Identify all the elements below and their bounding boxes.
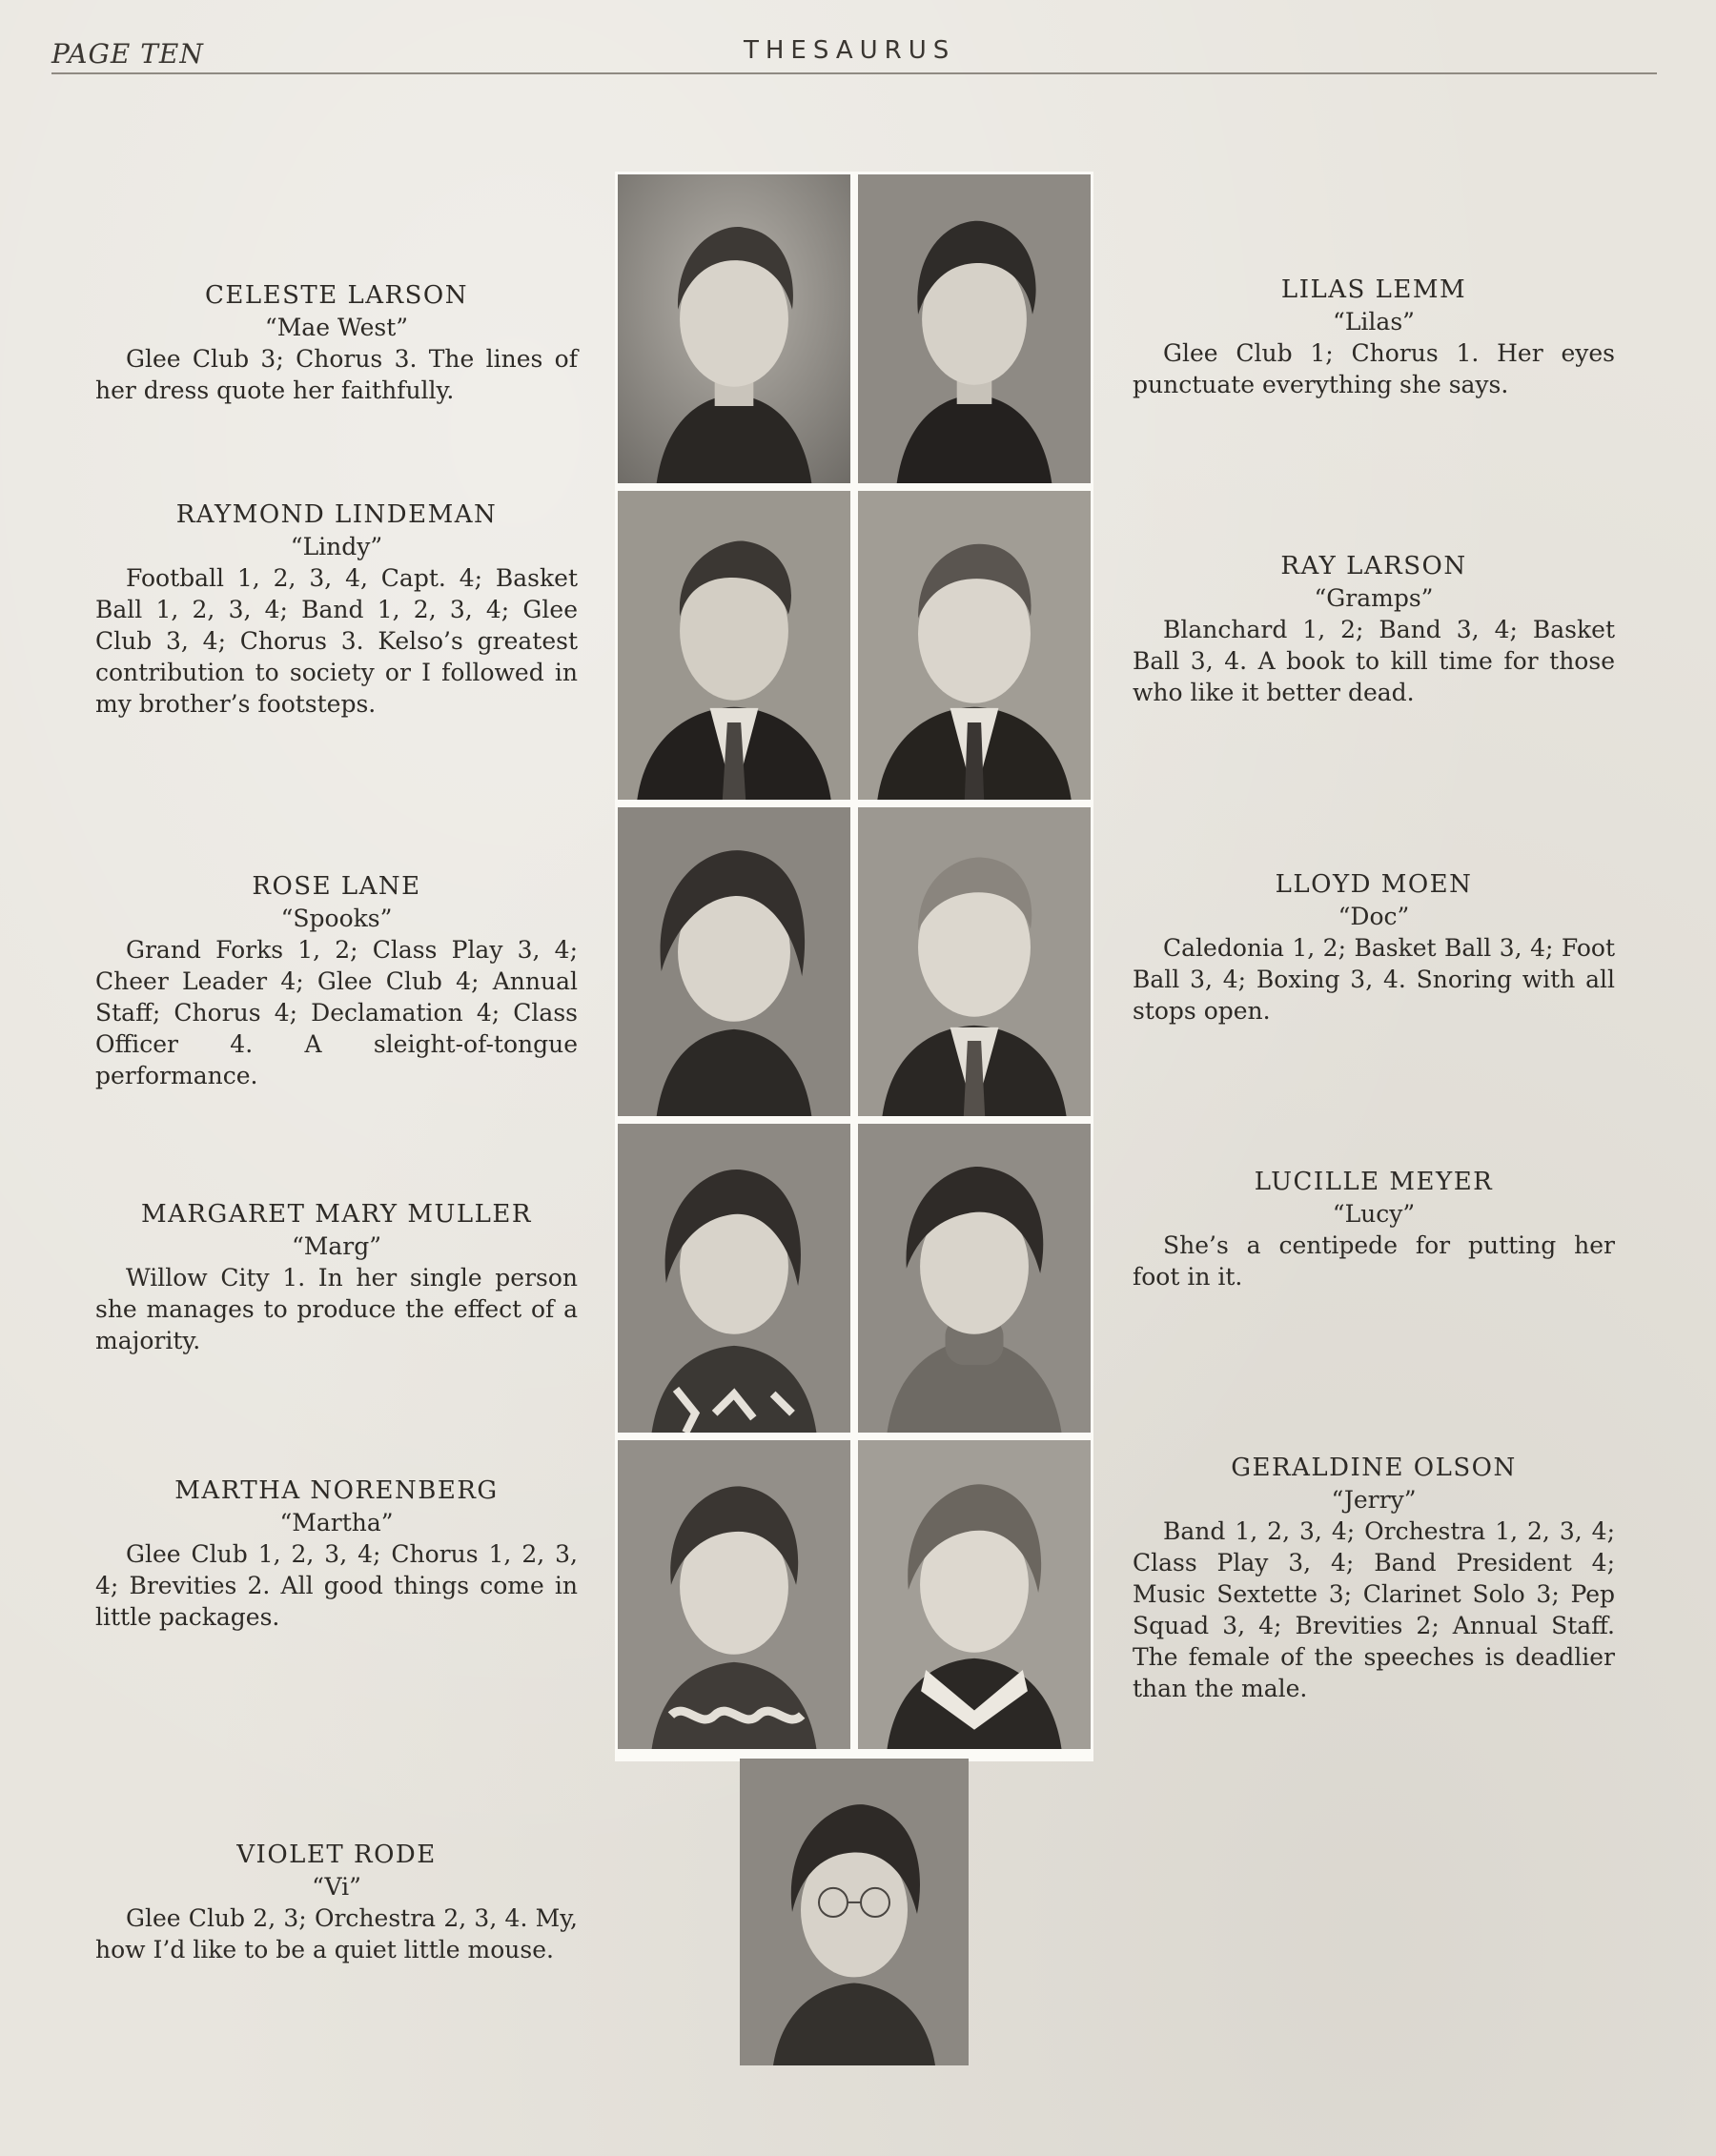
- student-description: Band 1, 2, 3, 4; Orchestra 1, 2, 3, 4; Class Play 3, 4; Band President 4; Music Sextette 3; Clarinet Solo 3; Pep Squad 3, 4; Brevities 2; Annual Staff. The female of the speeches is deadlier than the male.: [1133, 1517, 1615, 1702]
- header-rule: [51, 72, 1657, 74]
- bio-lucille-meyer: [1133, 1167, 1615, 1292]
- student-description: Caledonia 1, 2; Basket Ball 3, 4; Foot Ball 3, 4; Boxing 3, 4. Snoring with all stops open.: [1133, 934, 1615, 1025]
- student-nickname: “Spooks”: [280, 905, 393, 932]
- bio-martha-norenberg: [95, 1475, 578, 1633]
- portrait-photo: [858, 807, 1091, 1116]
- student-name: VIOLET RODE: [236, 1841, 437, 1869]
- student-description: Glee Club 1, 2, 3, 4; Chorus 1, 2, 3, 4; Brevities 2. All good things come in little packages.: [95, 1540, 578, 1631]
- student-name: MARTHA NORENBERG: [174, 1476, 499, 1505]
- student-description: Glee Club 1; Chorus 1. Her eyes punctuate everything she says.: [1133, 339, 1615, 398]
- bio-lilas-lemm: [1133, 275, 1615, 400]
- student-name: LLOYD MOEN: [1275, 870, 1473, 899]
- student-description: Glee Club 2, 3; Orchestra 2, 3, 4. My, how I’d like to be a quiet little mouse.: [95, 1904, 578, 1963]
- student-name: RAY LARSON: [1280, 552, 1467, 580]
- portrait-photo: [618, 174, 850, 483]
- student-nickname: “Martha”: [279, 1509, 394, 1536]
- bio-margaret-mary-muller: [95, 1199, 578, 1356]
- portrait-column: [615, 172, 1093, 1761]
- bio-lloyd-moen: [1133, 869, 1615, 1027]
- bio-geraldine-olson: [1133, 1453, 1615, 1704]
- bio-raymond-lindeman: [95, 499, 578, 720]
- publication-title: THESAURUS: [744, 36, 956, 65]
- student-name: LILAS LEMM: [1280, 275, 1467, 304]
- student-nickname: “Gramps”: [1314, 584, 1434, 612]
- student-name: ROSE LANE: [252, 872, 421, 901]
- student-name: GERALDINE OLSON: [1231, 1454, 1517, 1482]
- portrait-photo: [618, 1124, 850, 1433]
- portrait-photo: [858, 1124, 1091, 1433]
- student-description: Grand Forks 1, 2; Class Play 3, 4; Cheer Leader 4; Glee Club 4; Annual Staff; Chorus 4; Declamation 4; Class Officer 4. A sleight-of-tongue performance.: [95, 936, 578, 1089]
- student-nickname: “Marg”: [291, 1232, 382, 1260]
- student-name: MARGARET MARY MULLER: [141, 1200, 532, 1229]
- student-description: Football 1, 2, 3, 4, Capt. 4; Basket Ball 1, 2, 3, 4; Band 1, 2, 3, 4; Glee Club 3, 4; Chorus 3. Kelso’s greatest contribution to society or I followed in my brother’s footsteps.: [95, 564, 578, 718]
- portrait-photo: [858, 174, 1091, 483]
- portrait-photo: [618, 807, 850, 1116]
- portrait-photo: [618, 1440, 850, 1749]
- student-nickname: “Doc”: [1338, 903, 1410, 930]
- portrait-photo: [858, 491, 1091, 800]
- bio-celeste-larson: [95, 280, 578, 406]
- student-description: Blanchard 1, 2; Band 3, 4; Basket Ball 3, 4. A book to kill time for those who like it better dead.: [1133, 616, 1615, 706]
- student-description: Glee Club 3; Chorus 3. The lines of her dress quote her faithfully.: [95, 345, 578, 404]
- student-nickname: “Jerry”: [1331, 1486, 1417, 1514]
- student-nickname: “Lindy”: [290, 533, 383, 560]
- student-nickname: “Mae West”: [264, 314, 409, 341]
- student-description: Willow City 1. In her single person she manages to produce the effect of a majority.: [95, 1264, 578, 1354]
- student-name: CELESTE LARSON: [204, 281, 468, 310]
- student-nickname: “Lilas”: [1333, 308, 1415, 336]
- page-number: PAGE TEN: [51, 38, 204, 70]
- portrait-photo: [618, 491, 850, 800]
- bio-ray-larson: [1133, 551, 1615, 708]
- portrait-photo: [740, 1759, 969, 2065]
- student-name: LUCILLE MEYER: [1254, 1168, 1494, 1196]
- portrait-photo: [858, 1440, 1091, 1749]
- student-nickname: “Lucy”: [1332, 1200, 1416, 1228]
- bio-violet-rode: [95, 1840, 578, 1965]
- student-name: RAYMOND LINDEMAN: [175, 500, 498, 529]
- student-nickname: “Vi”: [312, 1873, 361, 1901]
- bio-rose-lane: [95, 871, 578, 1091]
- student-description: She’s a centipede for putting her foot in it.: [1133, 1231, 1615, 1291]
